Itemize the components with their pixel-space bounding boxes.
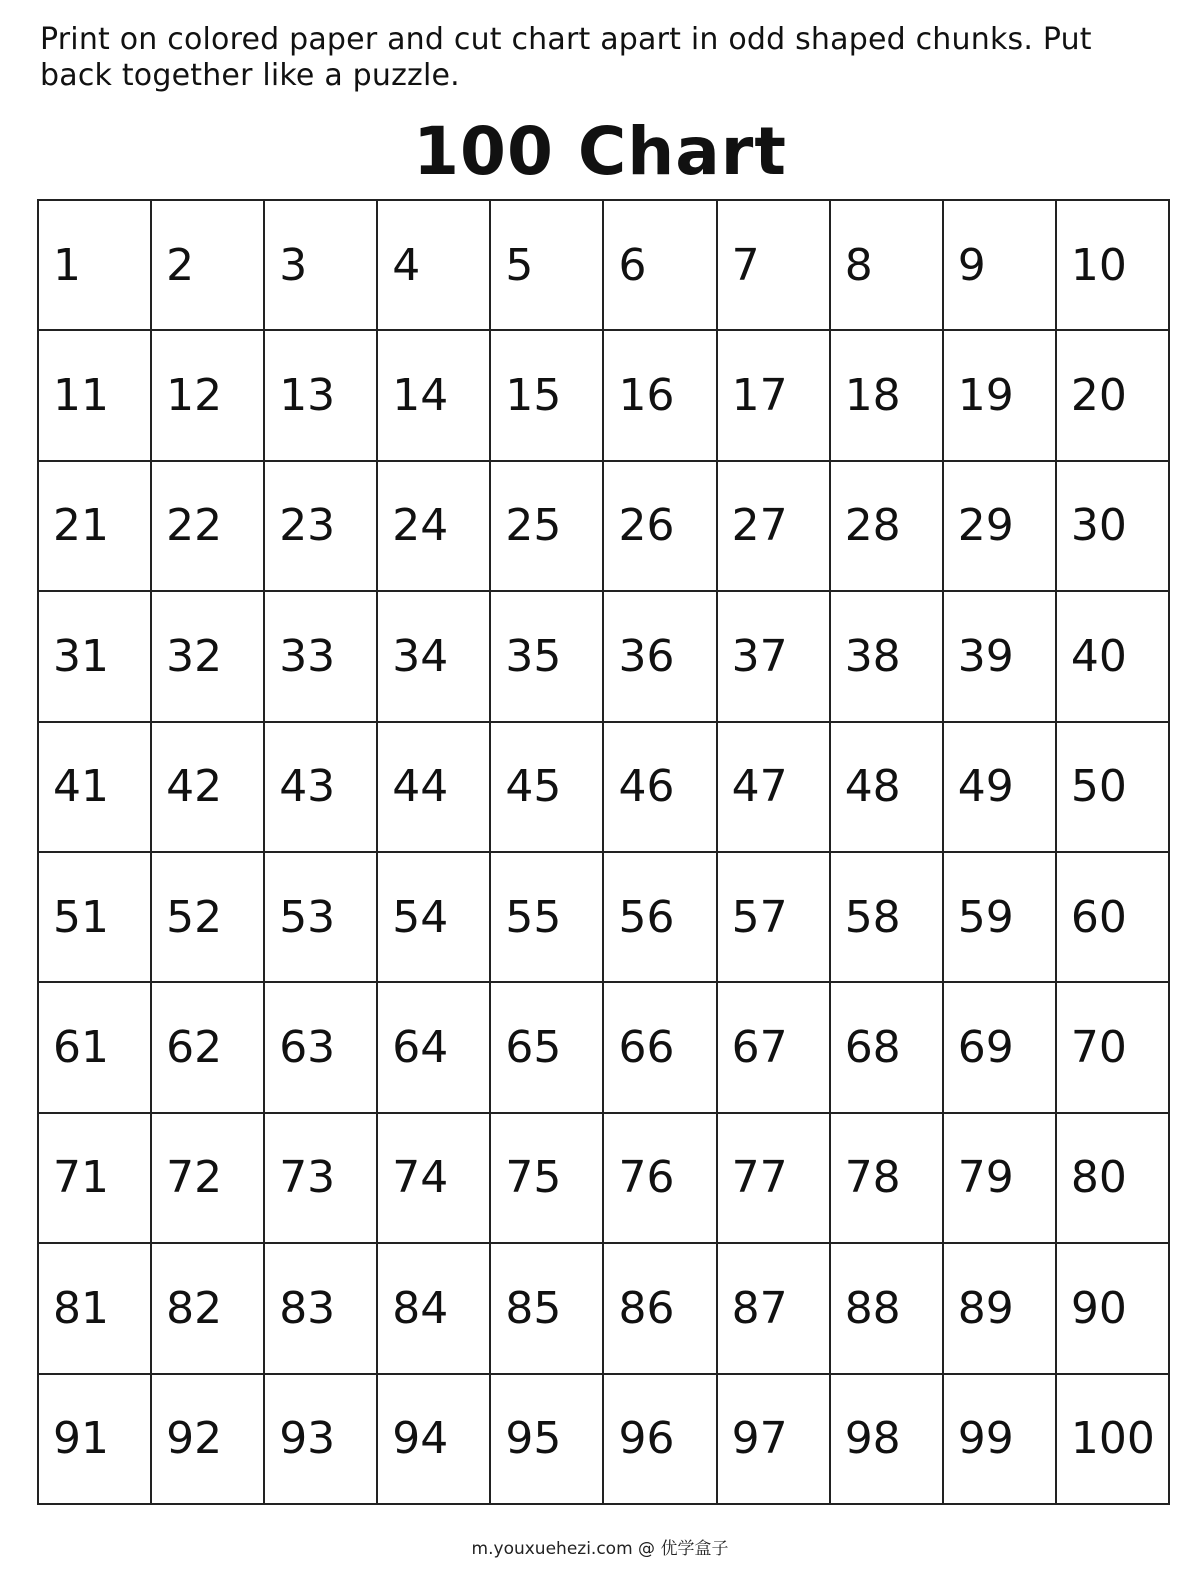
chart-cell: 14 [378, 331, 491, 461]
chart-cell: 100 [1057, 1375, 1170, 1505]
chart-cell: 33 [265, 592, 378, 722]
chart-cell: 5 [491, 201, 604, 331]
chart-cell: 81 [39, 1244, 152, 1374]
chart-cell: 77 [718, 1114, 831, 1244]
chart-cell: 2 [152, 201, 265, 331]
chart-cell: 21 [39, 462, 152, 592]
chart-cell: 1 [39, 201, 152, 331]
chart-cell: 48 [831, 723, 944, 853]
chart-cell: 71 [39, 1114, 152, 1244]
chart-cell: 78 [831, 1114, 944, 1244]
chart-cell: 3 [265, 201, 378, 331]
chart-cell: 18 [831, 331, 944, 461]
chart-cell: 85 [491, 1244, 604, 1374]
chart-cell: 63 [265, 983, 378, 1113]
chart-cell: 59 [944, 853, 1057, 983]
chart-cell: 67 [718, 983, 831, 1113]
chart-cell: 22 [152, 462, 265, 592]
chart-cell: 89 [944, 1244, 1057, 1374]
chart-cell: 57 [718, 853, 831, 983]
chart-cell: 52 [152, 853, 265, 983]
chart-cell: 12 [152, 331, 265, 461]
chart-cell: 84 [378, 1244, 491, 1374]
chart-cell: 95 [491, 1375, 604, 1505]
chart-cell: 72 [152, 1114, 265, 1244]
chart-cell: 55 [491, 853, 604, 983]
chart-cell: 75 [491, 1114, 604, 1244]
chart-cell: 24 [378, 462, 491, 592]
chart-cell: 38 [831, 592, 944, 722]
chart-cell: 74 [378, 1114, 491, 1244]
chart-cell: 60 [1057, 853, 1170, 983]
chart-cell: 40 [1057, 592, 1170, 722]
chart-cell: 20 [1057, 331, 1170, 461]
chart-cell: 88 [831, 1244, 944, 1374]
chart-cell: 31 [39, 592, 152, 722]
chart-cell: 64 [378, 983, 491, 1113]
chart-cell: 4 [378, 201, 491, 331]
chart-cell: 51 [39, 853, 152, 983]
chart-cell: 37 [718, 592, 831, 722]
chart-cell: 25 [491, 462, 604, 592]
chart-cell: 36 [604, 592, 717, 722]
chart-cell: 26 [604, 462, 717, 592]
chart-cell: 76 [604, 1114, 717, 1244]
chart-cell: 86 [604, 1244, 717, 1374]
chart-cell: 66 [604, 983, 717, 1113]
chart-cell: 79 [944, 1114, 1057, 1244]
chart-cell: 68 [831, 983, 944, 1113]
chart-cell: 8 [831, 201, 944, 331]
chart-cell: 45 [491, 723, 604, 853]
chart-cell: 58 [831, 853, 944, 983]
chart-cell: 13 [265, 331, 378, 461]
chart-cell: 99 [944, 1375, 1057, 1505]
chart-cell: 83 [265, 1244, 378, 1374]
chart-cell: 93 [265, 1375, 378, 1505]
chart-cell: 47 [718, 723, 831, 853]
chart-cell: 56 [604, 853, 717, 983]
chart-cell: 35 [491, 592, 604, 722]
chart-cell: 17 [718, 331, 831, 461]
chart-cell: 23 [265, 462, 378, 592]
chart-cell: 97 [718, 1375, 831, 1505]
chart-cell: 62 [152, 983, 265, 1113]
chart-cell: 65 [491, 983, 604, 1113]
chart-cell: 49 [944, 723, 1057, 853]
chart-cell: 10 [1057, 201, 1170, 331]
chart-cell: 27 [718, 462, 831, 592]
footer-watermark: m.youxuehezi.com @ 优学盒子 [471, 1539, 729, 1559]
chart-cell: 6 [604, 201, 717, 331]
chart-cell: 96 [604, 1375, 717, 1505]
chart-cell: 53 [265, 853, 378, 983]
chart-cell: 29 [944, 462, 1057, 592]
chart-cell: 32 [152, 592, 265, 722]
chart-cell: 28 [831, 462, 944, 592]
chart-cell: 87 [718, 1244, 831, 1374]
chart-cell: 94 [378, 1375, 491, 1505]
chart-cell: 42 [152, 723, 265, 853]
chart-cell: 54 [378, 853, 491, 983]
chart-cell: 39 [944, 592, 1057, 722]
page-title: 100 Chart [413, 113, 787, 190]
hundred-chart-grid [37, 199, 1170, 1505]
chart-cell: 80 [1057, 1114, 1170, 1244]
chart-cell: 43 [265, 723, 378, 853]
chart-cell: 7 [718, 201, 831, 331]
chart-cell: 19 [944, 331, 1057, 461]
chart-cell: 82 [152, 1244, 265, 1374]
chart-cell: 91 [39, 1375, 152, 1505]
chart-cell: 90 [1057, 1244, 1170, 1374]
chart-cell: 98 [831, 1375, 944, 1505]
instructions-text: Print on colored paper and cut chart apart in odd shaped chunks. Put back together like a puzzle. [40, 22, 1092, 93]
chart-cell: 41 [39, 723, 152, 853]
chart-cell: 46 [604, 723, 717, 853]
chart-cell: 16 [604, 331, 717, 461]
chart-cell: 9 [944, 201, 1057, 331]
chart-cell: 11 [39, 331, 152, 461]
chart-cell: 92 [152, 1375, 265, 1505]
chart-cell: 34 [378, 592, 491, 722]
chart-cell: 69 [944, 983, 1057, 1113]
chart-cell: 44 [378, 723, 491, 853]
chart-cell: 61 [39, 983, 152, 1113]
chart-cell: 30 [1057, 462, 1170, 592]
chart-cell: 50 [1057, 723, 1170, 853]
chart-cell: 15 [491, 331, 604, 461]
chart-cell: 73 [265, 1114, 378, 1244]
chart-cell: 70 [1057, 983, 1170, 1113]
